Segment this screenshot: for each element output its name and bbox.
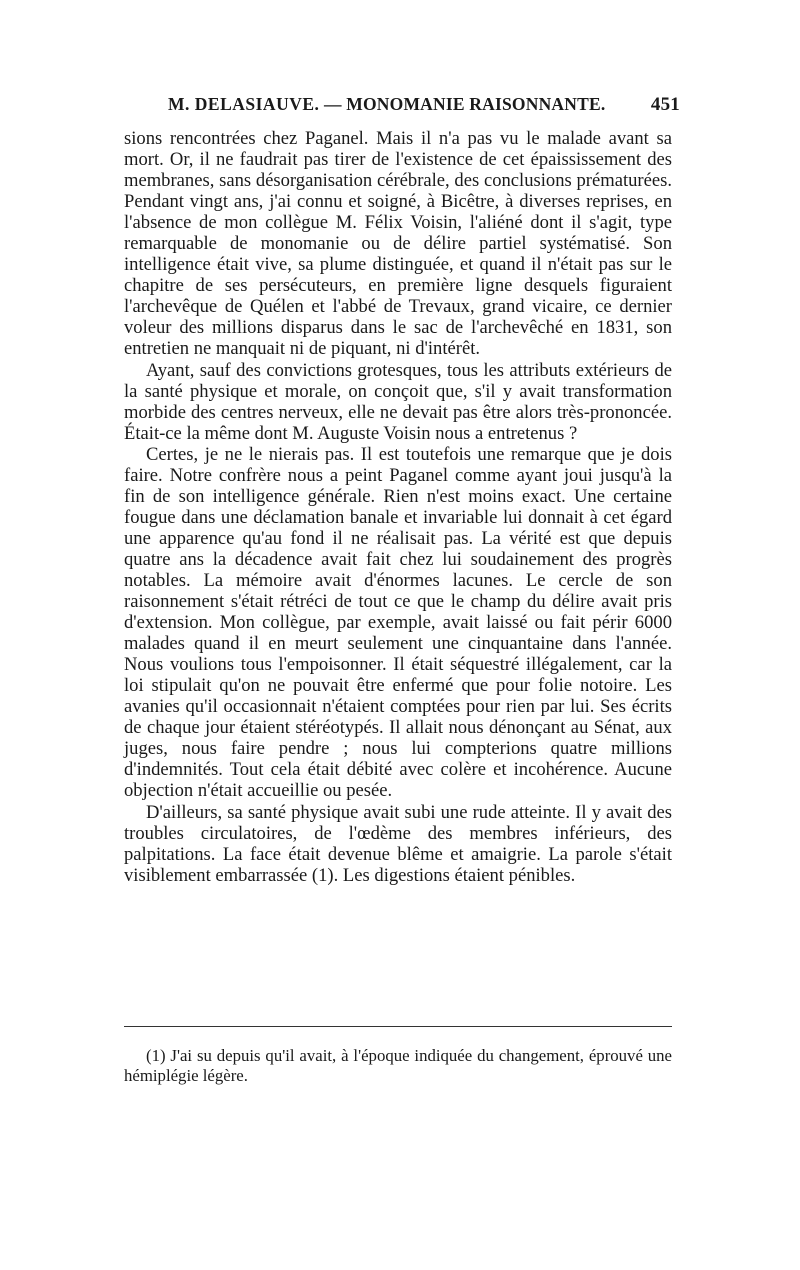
paragraph: Ayant, sauf des convictions grotesques, tous les attributs extérieurs de la santé physique et morale, on conçoit que, s'il y avait transformation morbide des centres nerveux, elle ne devait pas être alors très-prononcée. Était-ce la même dont M. Auguste Voisin nous a entretenus ? [124,359,672,444]
running-header [168,94,680,118]
chapter-title: MONOMANIE RAISONNANTE. [346,94,606,114]
page-number: 451 [650,94,680,115]
footnote-divider [124,1026,672,1027]
paragraph: D'ailleurs, sa santé physique avait subi une rude atteinte. Il y avait des troubles circulatoires, de l'œdème des membres inférieurs, des palpitations. La face était devenue blême et amaigrie. La parole s'était visiblement embarrassée (1). Les digestions étaient pénibles. [124,801,672,886]
title-separator: — [319,94,347,114]
footnote-text: (1) J'ai su depuis qu'il avait, à l'époque indiquée du changement, éprouvé une hémiplégie légère. [124,1046,672,1085]
main-text [124,128,672,886]
author-name: M. DELASIAUVE. [168,94,320,114]
footnote [124,1046,672,1086]
paragraph: sions rencontrées chez Paganel. Mais il n'a pas vu le malade avant sa mort. Or, il ne faudrait pas tirer de l'existence de cet épaississement des membranes, sans désorganisation cérébrale, des conclusions prématurées. Pendant vingt ans, j'ai connu et soigné, à Bicêtre, à diverses reprises, en l'absence de mon collègue M. Félix Voisin, l'aliéné dont il s'agit, type remarquable de monomanie ou de délire partiel systématisé. Son intelligence était vive, sa plume distinguée, et quand il n'était pas sur le chapitre de ses persécuteurs, en première ligne desquels figuraient l'archevêque de Quélen et l'abbé de Trevaux, grand vicaire, ce dernier voleur des millions disparus dans le sac de l'archevêché en 1831, son entretien ne manquait ni de piquant, ni d'intérêt. [124,128,672,360]
paragraph: Certes, je ne le nierais pas. Il est toutefois une remarque que je dois faire. Notre confrère nous a peint Paganel comme ayant joui jusqu'à la fin de son intelligence générale. Rien n'est moins exact. Une certaine fougue dans une déclamation banale et invariable lui donnait à cet égard une apparence qu'au fond il ne réalisait pas. La vérité est que depuis quatre ans la décadence avait fait chez lui soudainement des progrès notables. La mémoire avait d'énormes lacunes. Le cercle de son raisonnement s'était rétréci de tout ce que le champ du délire avait pris d'extension. Mon collègue, par exemple, avait laissé ou fait périr 6000 malades quand il en meurt seulement une cinquantaine dans l'année. Nous voulions tous l'empoisonner. Il était séquestré illégalement, car la loi stipulait qu'on ne pouvait être enfermé que pour folie notoire. Les avanies qu'il occasionnait n'étaient comptées pour rien par lui. Ses écrits de chaque jour étaient stéréotypés. Il allait nous dénonçant au Sénat, aux juges, nous faire pendre ; nous lui compterions quatre millions d'indemnités. Tout cela était débité avec colère et incohérence. Aucune objection n'était accueillie ou pesée. [124,443,672,802]
running-title [168,94,605,115]
